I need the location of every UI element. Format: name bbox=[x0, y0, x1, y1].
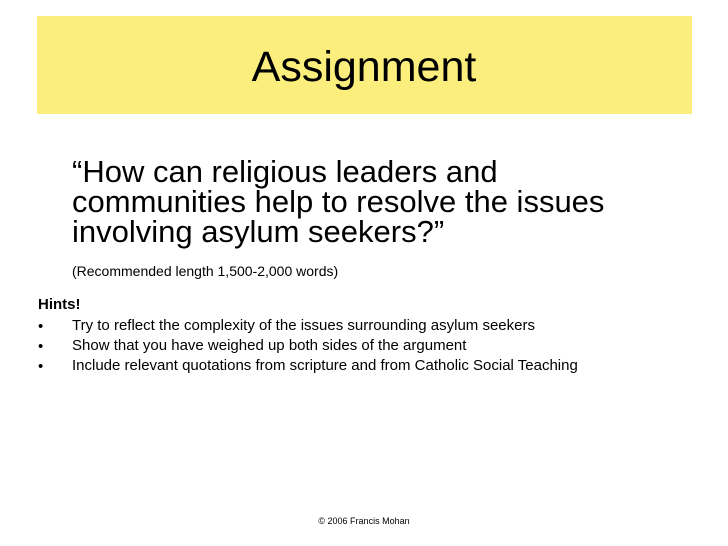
hint-item bbox=[38, 338, 698, 353]
recommended-length-note: (Recommended length 1,500-2,000 words) bbox=[72, 263, 339, 279]
question-line: involving asylum seekers?” bbox=[72, 214, 445, 249]
bullet-icon: • bbox=[38, 358, 44, 375]
hints-section bbox=[38, 296, 698, 378]
bullet-icon: • bbox=[38, 318, 44, 335]
assignment-question bbox=[72, 154, 692, 249]
copyright-footer: © 2006 Francis Mohan bbox=[318, 516, 410, 526]
question-line: communities help to resolve the issues bbox=[72, 184, 605, 219]
hints-heading: Hints! bbox=[38, 296, 81, 313]
hints-list bbox=[38, 318, 698, 373]
hint-item bbox=[38, 318, 698, 333]
hint-text: Show that you have weighed up both sides of the argument bbox=[72, 337, 467, 354]
hint-text: Try to reflect the complexity of the issues surrounding asylum seekers bbox=[72, 317, 535, 334]
question-line: “How can religious leaders and bbox=[72, 154, 498, 189]
bullet-icon: • bbox=[38, 338, 44, 355]
slide-title: Assignment bbox=[251, 43, 477, 91]
hint-text: Include relevant quotations from scripture and from Catholic Social Teaching bbox=[72, 357, 578, 374]
hint-item bbox=[38, 358, 698, 373]
